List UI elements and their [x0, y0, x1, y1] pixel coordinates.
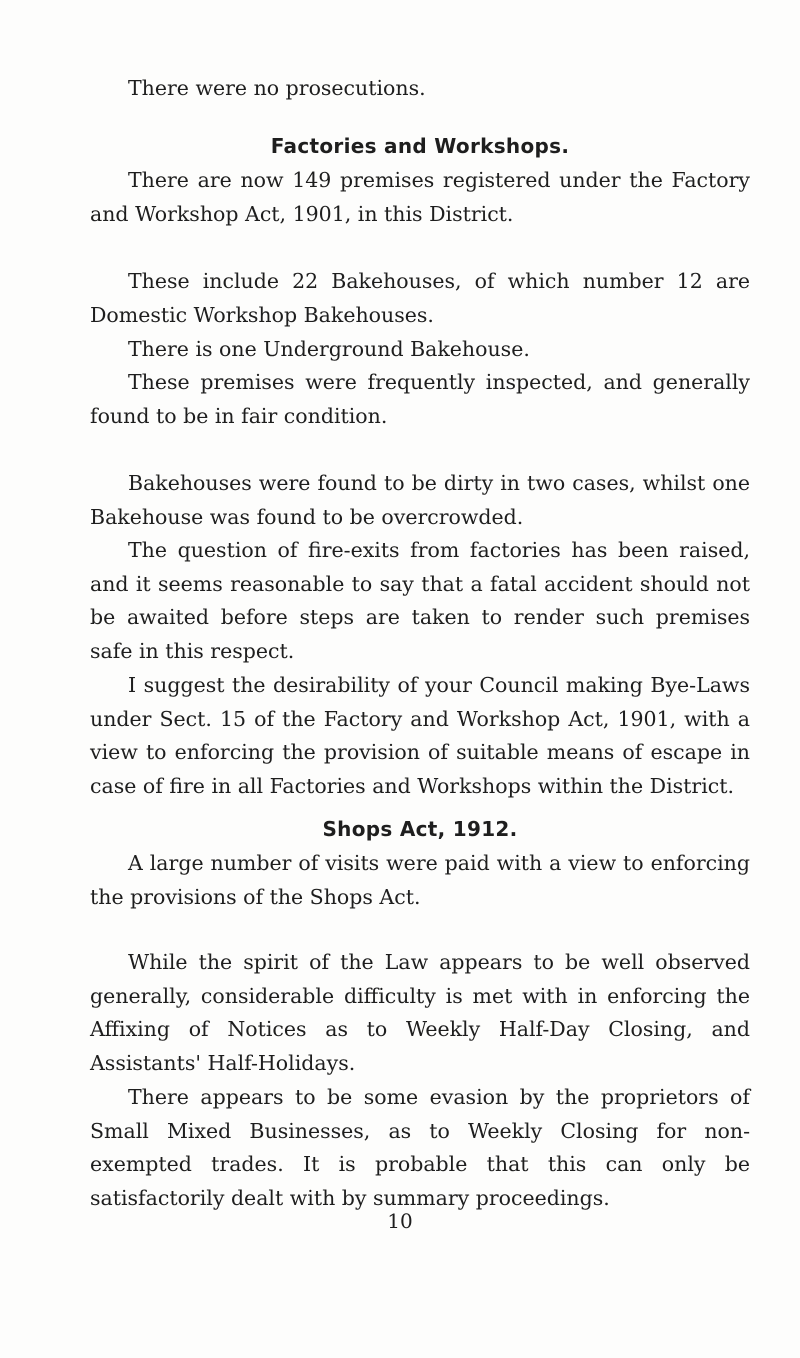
- paragraph-evasion: There appears to be some evasion by the proprietors of Small Mixed Businesses, as to Weekly Closing for non-exempted trades. It is probable that this can only be satisfactorily dealt with by summary proceedings.: [90, 1085, 750, 1210]
- paragraph-bye-laws-suggestion: I suggest the desirability of your Council making Bye-Laws under Sect. 15 of the Factory and Workshop Act, 1901, with a view to enforcing the provision of suitable means of escape in case of fire in all Factories and Workshops within the District.: [90, 673, 750, 798]
- paragraph-bakehouses: These include 22 Bakehouses, of which number 12 are Domestic Workshop Bakehouses.: [90, 269, 750, 327]
- paragraph-inspection: These premises were frequently inspected, and generally found to be in fair condition.: [90, 370, 750, 428]
- paragraph-fire-exits: The question of fire-exits from factories has been raised, and it seems reasonable to say that a fatal accident should not be awaited before steps are taken to render such premises safe in this respect.: [90, 538, 750, 663]
- paragraph-premises-registered: There are now 149 premises registered under the Factory and Workshop Act, 1901, in this District.: [90, 168, 750, 226]
- heading-factories-and-workshops: Factories and Workshops.: [270, 134, 570, 158]
- paragraph-visits: A large number of visits were paid with a view to enforcing the provisions of the Shops Act.: [90, 851, 750, 909]
- page-number: 10: [387, 1209, 413, 1233]
- heading-shops-act: Shops Act, 1912.: [322, 817, 518, 841]
- paragraph-law-observed: While the spirit of the Law appears to be well observed generally, considerable difficulty is met with in enforcing the Affixing of Notices as to Weekly Half-Day Closing, and Assistants' Half-Holidays.: [90, 950, 750, 1075]
- paragraph-dirty-bakehouses: Bakehouses were found to be dirty in two cases, whilst one Bakehouse was found to be overcrowded.: [90, 471, 750, 529]
- paragraph-no-prosecutions: There were no prosecutions.: [128, 76, 426, 100]
- paragraph-underground-bakehouse: There is one Underground Bakehouse.: [128, 337, 530, 361]
